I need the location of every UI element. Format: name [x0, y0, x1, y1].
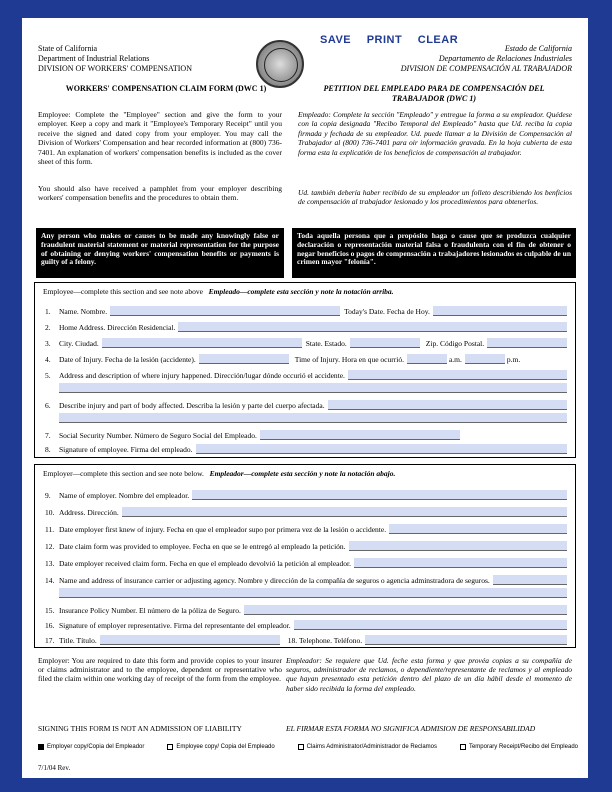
- fraud-warning-es: Toda aquella persona que a propósito haga o cause que se produzca cualquier declaración o representación material falsa o fraudulenta con el fin de obtener o negar beneficios o pagos de compensación a trabajadores lesionados es culpable de un crimen mayor "felonía".: [292, 228, 576, 278]
- row-city: 3. City. Ciudad. State. Estado. Zip. Código Postal.: [45, 337, 567, 349]
- employee-section: [34, 282, 576, 458]
- injury-location-field[interactable]: [348, 370, 567, 380]
- copy-option-claims-admin[interactable]: Claims Administrator/Administrador de Reclamos: [298, 744, 437, 750]
- revision-date: 7/1/04 Rev.: [38, 764, 71, 772]
- row-title-phone: 17. Title. Título. 18. Telephone. Teléfono.: [45, 634, 567, 646]
- employer-section-heading: Employer—complete this section and see note below. Empleador—complete esta sección y note la notación abajo.: [43, 469, 396, 478]
- row-employer-address: 10. Address. Dirección.: [45, 506, 567, 518]
- employer-section: [34, 464, 576, 648]
- department-line-es: Departamento de Relaciones Industriales: [438, 54, 572, 63]
- row-signature: 8. Signature of employee. Firma del empleado.: [45, 443, 567, 455]
- checkbox-icon: [167, 744, 173, 750]
- copy-option-employee[interactable]: Employee copy/ Copia del Empleado: [167, 744, 274, 750]
- department-line: Department of Industrial Relations: [38, 54, 150, 63]
- employer-note-en: Employer: You are required to date this form and provide copies to your insurer or claims administrator and to the employee, dependent or representative who filed the claim within one working day of receipt of the form from the employee.: [38, 656, 282, 684]
- injury-date-field[interactable]: [199, 354, 289, 364]
- row-injury-date: 4. Date of Injury. Fecha de la lesión (accidente). Time of Injury. Hora en que ocurrió. a.m. p.m.: [45, 354, 521, 364]
- zip-field[interactable]: [487, 338, 567, 348]
- row-first-knew: 11. Date employer first knew of injury. Fecha en que el empleador supo por primera vez de la lesión o accidente.: [45, 523, 567, 535]
- clear-button[interactable]: CLEAR: [417, 34, 459, 46]
- liability-note-es: EL FIRMAR ESTA FORMA NO SIGNIFICA ADMISION DE RESPONSABILIDAD: [286, 724, 536, 733]
- copy-option-employer[interactable]: Employer copy/Copia del Empleador: [38, 744, 144, 750]
- claim-form-page: [22, 18, 588, 778]
- todays-date-field[interactable]: [433, 306, 567, 316]
- save-button[interactable]: SAVE: [320, 34, 352, 46]
- policy-number-field[interactable]: [244, 605, 567, 615]
- injury-description-field-line2[interactable]: [59, 413, 567, 423]
- fraud-warning-en: Any person who makes or causes to be made any knowingly false or fraudulent material statement or material representation for the purpose of obtaining or denying workers' compensation benefits or payments is guilty of a felony.: [36, 228, 284, 278]
- checkbox-icon: [460, 744, 466, 750]
- form-title-en: WORKERS' COMPENSATION CLAIM FORM (DWC 1): [65, 84, 267, 93]
- employer-name-field[interactable]: [192, 490, 567, 500]
- row-insurer: 14. Name and address of insurance carrier or adjusting agency. Nombre y dirección de la compañía de seguros o agencia adminstradora de seguros.: [45, 574, 567, 586]
- first-knew-date-field[interactable]: [389, 524, 567, 534]
- print-button[interactable]: PRINT: [366, 34, 403, 46]
- pamphlet-note-en: You should also have received a pamphlet from your employer describing workers' compensation benefits and the procedures to obtain them.: [38, 184, 282, 203]
- employer-address-field[interactable]: [122, 507, 567, 517]
- employee-name-field[interactable]: [110, 306, 340, 316]
- telephone-field[interactable]: [365, 635, 567, 645]
- checkbox-icon: [38, 744, 44, 750]
- employer-signature-field[interactable]: [294, 620, 567, 630]
- row-form-provided: 12. Date claim form was provided to employee. Fecha en que se le entregó al empleado la petición.: [45, 540, 567, 552]
- insurer-field[interactable]: [493, 575, 567, 585]
- employee-section-heading: Employee—complete this section and see note above Empleado—complete esta sección y note la notación arriba.: [43, 287, 394, 296]
- form-title-es: PETITION DEL EMPLEADO PARA DE COMPENSACIÓN DEL TRABAJADOR (DWC 1): [323, 84, 545, 103]
- pamphlet-note-es: Ud. también debería haber recibido de su empleador un folleto describiendo los benficios de compensación al trabajador lesionado y los procedimientos para obtenerlos.: [298, 188, 572, 207]
- copy-option-temp-receipt[interactable]: Temporary Receipt/Recibo del Empleado: [460, 744, 578, 750]
- employee-signature-field[interactable]: [196, 444, 567, 454]
- home-address-field[interactable]: [178, 322, 567, 332]
- division-line-es: DIVISION DE COMPENSACIÓN AL TRABAJADOR: [400, 64, 572, 73]
- row-describe: 6. Describe injury and part of body affected. Describa la lesión y parte del cuerpo afectada.: [45, 399, 567, 411]
- agency-header-en: [38, 44, 192, 74]
- checkbox-icon: [298, 744, 304, 750]
- state-field[interactable]: [350, 338, 420, 348]
- state-line: State of California: [38, 44, 98, 53]
- row-where: 5. Address and description of where injury happened. Dirección/lugar dónde occurió el accidente.: [45, 369, 567, 381]
- instructions-en: Employee: Complete the "Employee" section and give the form to your employer. Keep a copy and mark it "Employee's Temporary Receipt" until you receive the signed and dated copy from your employer. You may call the Division of Workers' Compensation and hear recorded information at (800) 736-7401. An explanation of workers' compensation benefits is included as the cover sheet of this form.: [38, 110, 282, 167]
- row-policy: 15. Insurance Policy Number. El número de la póliza de Seguro.: [45, 604, 567, 616]
- injury-time-am-field[interactable]: [407, 354, 447, 364]
- insurer-field-line2[interactable]: [59, 588, 567, 598]
- row-employer-name: 9. Name of employer. Nombre del empleador.: [45, 489, 567, 501]
- row-ssn: 7. Social Security Number. Número de Seguro Social del Empleado.: [45, 429, 567, 441]
- row-name: 1. Name. Nombre. Today's Date. Fecha de Hoy.: [45, 305, 567, 317]
- instructions-es: Empleado: Complete la sección "Empleado" y entregue la forma a su empleador. Quédese con la copia designada "Recibo Temporal del Empleado" hasta que Ud. reciba la copia firmada y fechada de su empleador. Ud. puede llamar a la División de Compensación al Trabajador al (800) 736-7401 para oir información gravada. En la hoja cubierta de esta forma esta la explicatión de los beneficios de compensación al trabajador.: [298, 110, 572, 157]
- city-field[interactable]: [102, 338, 302, 348]
- injury-time-pm-field[interactable]: [465, 354, 505, 364]
- injury-description-field[interactable]: [328, 400, 567, 410]
- state-line-es: Estado de California: [504, 44, 572, 53]
- liability-note-en: SIGNING THIS FORM IS NOT AN ADMISSION OF LIABILITY: [38, 724, 242, 733]
- title-field[interactable]: [100, 635, 280, 645]
- form-provided-date-field[interactable]: [349, 541, 567, 551]
- row-employer-signature: 16. Signature of employer representative. Firma del representante del empleador.: [45, 619, 567, 631]
- injury-location-field-line2[interactable]: [59, 383, 567, 393]
- row-address: 2. Home Address. Dirección Residencial.: [45, 321, 567, 333]
- california-seal-icon: [256, 40, 304, 88]
- copy-distribution: [38, 744, 578, 750]
- division-line: DIVISION OF WORKERS' COMPENSATION: [38, 64, 192, 73]
- row-form-received: 13. Date employer received claim form. Fecha en que el empleado devolvió la petición al empleador.: [45, 557, 567, 569]
- ssn-field[interactable]: [260, 430, 460, 440]
- employer-note-es: Empleador: Se requiere que Ud. feche esta forma y que provéa copias a su compañía de seguros, administrador de reclamos, o dependiente/representante de reclamos y al empleado que hayan presentado esta petición dentro del plazo de un día hábil desde el momento de haber sido recibida la forma del empleado.: [286, 656, 572, 693]
- form-received-date-field[interactable]: [354, 558, 567, 568]
- agency-header-es: [401, 44, 572, 74]
